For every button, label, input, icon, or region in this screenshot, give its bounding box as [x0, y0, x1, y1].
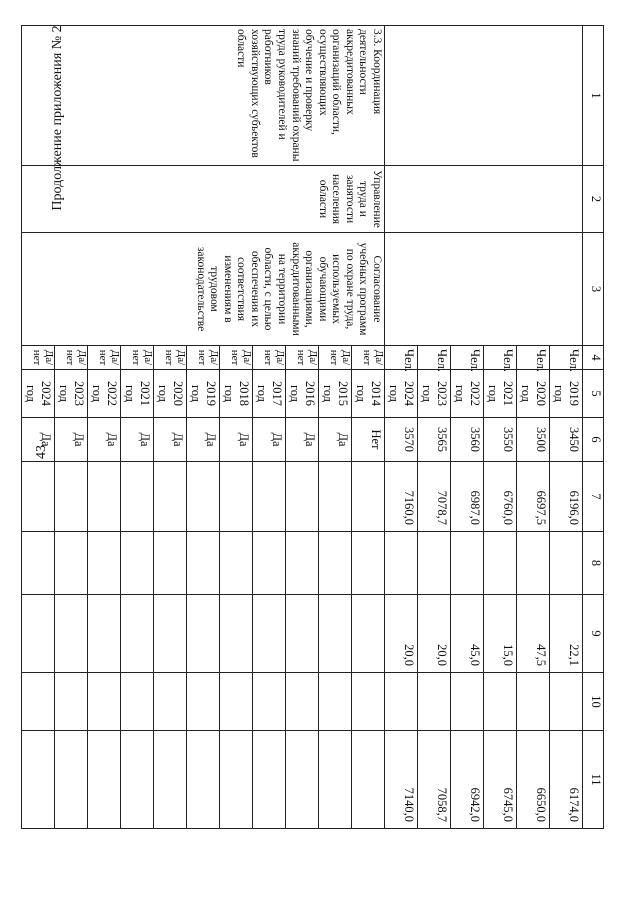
col-header: 2 — [583, 166, 604, 233]
cell-col8 — [484, 532, 517, 595]
cell-col11 — [253, 731, 286, 829]
cell-col9 — [220, 595, 253, 673]
cell-col11: 6942,0 — [451, 731, 484, 829]
col-header: 3 — [583, 233, 604, 346]
cell-value: Да — [319, 418, 352, 462]
cell-col10 — [55, 673, 88, 731]
col-header: 6 — [583, 418, 604, 462]
cell-year: 2021 год — [121, 370, 154, 418]
cell-col8 — [154, 532, 187, 595]
cell-col11 — [88, 731, 121, 829]
cell-unit: Чел. — [550, 346, 583, 370]
col-header: 1 — [583, 26, 604, 166]
cell-value: Да — [286, 418, 319, 462]
cell-col9 — [121, 595, 154, 673]
cell-col10 — [484, 673, 517, 731]
cell-col7 — [55, 462, 88, 532]
cell-value: Да — [154, 418, 187, 462]
cell-col8 — [220, 532, 253, 595]
cell-value: 3560 — [451, 418, 484, 462]
cell-col9 — [352, 595, 385, 673]
cell-col10 — [187, 673, 220, 731]
cell-col11 — [319, 731, 352, 829]
cell-measure — [385, 26, 583, 166]
cell-col11 — [154, 731, 187, 829]
cell-value: Нет — [352, 418, 385, 462]
cell-value: Да — [55, 418, 88, 462]
cell-year: 2019 год — [550, 370, 583, 418]
cell-col10 — [88, 673, 121, 731]
cell-col9: 15,0 — [484, 595, 517, 673]
cell-unit: Чел. — [451, 346, 484, 370]
cell-indicator — [385, 233, 583, 346]
cell-col11 — [187, 731, 220, 829]
col-header: 4 — [583, 346, 604, 370]
cell-col10 — [253, 673, 286, 731]
cell-col8 — [187, 532, 220, 595]
cell-value: Да — [121, 418, 154, 462]
cell-col7: 6697,5 — [517, 462, 550, 532]
cell-col7 — [319, 462, 352, 532]
cell-col7: 6196,0 — [550, 462, 583, 532]
cell-unit: Да/ нет — [88, 346, 121, 370]
cell-col10 — [352, 673, 385, 731]
cell-col9 — [187, 595, 220, 673]
cell-col10 — [154, 673, 187, 731]
cell-col9: 22,1 — [550, 595, 583, 673]
continuation-label: Продолжение приложения № 2 — [50, 25, 65, 211]
cell-col8 — [22, 532, 55, 595]
cell-col9 — [319, 595, 352, 673]
cell-col8 — [517, 532, 550, 595]
cell-col8 — [550, 532, 583, 595]
cell-col10 — [286, 673, 319, 731]
cell-year: 2022 год — [451, 370, 484, 418]
cell-col11 — [22, 731, 55, 829]
cell-col9 — [286, 595, 319, 673]
cell-col7 — [286, 462, 319, 532]
cell-year: 2020 год — [154, 370, 187, 418]
cell-col9 — [22, 595, 55, 673]
cell-col8 — [385, 532, 418, 595]
cell-value: 3500 — [517, 418, 550, 462]
cell-col7 — [220, 462, 253, 532]
cell-executor — [385, 166, 583, 233]
cell-col11: 7058,7 — [418, 731, 451, 829]
cell-value: 3450 — [550, 418, 583, 462]
cell-unit: Да/ нет — [121, 346, 154, 370]
cell-col9 — [154, 595, 187, 673]
cell-unit: Чел. — [484, 346, 517, 370]
cell-year: 2023 год — [418, 370, 451, 418]
cell-col8 — [286, 532, 319, 595]
table-row — [550, 26, 583, 829]
cell-col7 — [121, 462, 154, 532]
col-header: 7 — [583, 462, 604, 532]
col-header: 9 — [583, 595, 604, 673]
cell-col9: 20,0 — [418, 595, 451, 673]
cell-year: 2015 год — [319, 370, 352, 418]
cell-value: Да — [22, 418, 55, 462]
cell-value: 3550 — [484, 418, 517, 462]
cell-col8 — [418, 532, 451, 595]
col-header: 5 — [583, 370, 604, 418]
cell-unit: Да/ нет — [286, 346, 319, 370]
cell-col11 — [286, 731, 319, 829]
cell-col11: 6650,0 — [517, 731, 550, 829]
cell-col8 — [88, 532, 121, 595]
cell-indicator-programs: Согласование учебных программ по охране труда, используемых обучающими организациями, аккредитованными на территории области, с целью обеспечения их соответствия изменениям в трудовом законодательстве — [22, 233, 385, 346]
page-number: 43 — [34, 445, 49, 459]
cell-unit: Чел. — [418, 346, 451, 370]
cell-unit: Да/ нет — [22, 346, 55, 370]
cell-unit: Да/ нет — [319, 346, 352, 370]
cell-col10 — [517, 673, 550, 731]
cell-col10 — [385, 673, 418, 731]
cell-col7 — [352, 462, 385, 532]
cell-col9: 45,0 — [451, 595, 484, 673]
cell-col8 — [352, 532, 385, 595]
cell-col10 — [550, 673, 583, 731]
cell-value: Да — [187, 418, 220, 462]
col-header: 10 — [583, 673, 604, 731]
cell-year: 2014 год — [352, 370, 385, 418]
cell-year: 2021 год — [484, 370, 517, 418]
cell-value: Да — [253, 418, 286, 462]
cell-col8 — [451, 532, 484, 595]
cell-value: 3565 — [418, 418, 451, 462]
cell-measure-3-3: 3.3. Координация деятельности аккредитованных организаций области, осуществляющих обучение и проверку знаний требований охраны труда руководителей и работников хозяйствующих субъектов области — [22, 26, 385, 166]
cell-year: 2022 год — [88, 370, 121, 418]
cell-col8 — [319, 532, 352, 595]
cell-col11 — [352, 731, 385, 829]
cell-col7 — [253, 462, 286, 532]
cell-year: 2023 год — [55, 370, 88, 418]
cell-col9 — [253, 595, 286, 673]
cell-col10 — [121, 673, 154, 731]
cell-col9: 47,5 — [517, 595, 550, 673]
cell-col7: 6760,0 — [484, 462, 517, 532]
cell-col11 — [121, 731, 154, 829]
cell-col11 — [220, 731, 253, 829]
cell-unit: Да/ нет — [55, 346, 88, 370]
cell-year: 2019 год — [187, 370, 220, 418]
cell-unit: Чел. — [517, 346, 550, 370]
cell-col11: 7140,0 — [385, 731, 418, 829]
cell-col10 — [319, 673, 352, 731]
cell-year: 2020 год — [517, 370, 550, 418]
cell-value: 3570 — [385, 418, 418, 462]
header-row — [583, 26, 604, 829]
cell-col10 — [220, 673, 253, 731]
cell-year: 2024 год — [22, 370, 55, 418]
table-row — [352, 26, 385, 829]
cell-unit: Да/ нет — [187, 346, 220, 370]
cell-col7: 6987,0 — [451, 462, 484, 532]
cell-executor-labor-dept: Управление труда и занятости населения области — [22, 166, 385, 233]
cell-col8 — [55, 532, 88, 595]
cell-col11: 6745,0 — [484, 731, 517, 829]
cell-unit: Да/ нет — [154, 346, 187, 370]
cell-col11: 6174,0 — [550, 731, 583, 829]
col-header: 8 — [583, 532, 604, 595]
measures-table — [21, 25, 604, 829]
cell-unit: Чел. — [385, 346, 418, 370]
cell-year: 2016 год — [286, 370, 319, 418]
cell-value: Да — [88, 418, 121, 462]
cell-col9: 20,0 — [385, 595, 418, 673]
cell-col9 — [88, 595, 121, 673]
cell-col7 — [187, 462, 220, 532]
col-header: 11 — [583, 731, 604, 829]
cell-col8 — [253, 532, 286, 595]
cell-col8 — [121, 532, 154, 595]
cell-year: 2018 год — [220, 370, 253, 418]
cell-col7 — [88, 462, 121, 532]
cell-col7: 7078,7 — [418, 462, 451, 532]
cell-col10 — [22, 673, 55, 731]
cell-value: Да — [220, 418, 253, 462]
cell-col7 — [22, 462, 55, 532]
cell-unit: Да/ нет — [253, 346, 286, 370]
cell-col10 — [418, 673, 451, 731]
cell-unit: Да/ нет — [352, 346, 385, 370]
cell-col10 — [451, 673, 484, 731]
cell-col9 — [55, 595, 88, 673]
cell-col7 — [154, 462, 187, 532]
cell-unit: Да/ нет — [220, 346, 253, 370]
cell-year: 2017 год — [253, 370, 286, 418]
cell-year: 2024 год — [385, 370, 418, 418]
cell-col7: 7160,0 — [385, 462, 418, 532]
cell-col11 — [55, 731, 88, 829]
